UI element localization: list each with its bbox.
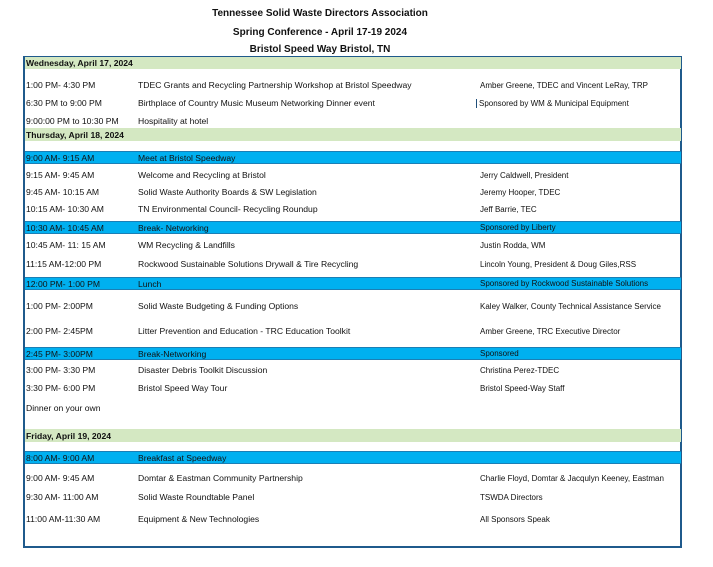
day-header (25, 429, 681, 442)
org-title: Tennessee Solid Waste Directors Association (212, 8, 428, 19)
event-cell: Rockwood Sustainable Solutions Drywall & Tire Recycling (138, 259, 359, 269)
highlight-row (25, 347, 681, 360)
time-cell: 9:45 AM- 10:15 AM (26, 187, 100, 197)
speaker-cell: All Sponsors Speak (480, 514, 550, 524)
table-row (25, 239, 681, 251)
event-cell: Disaster Debris Toolkit Discussion (138, 365, 268, 375)
event-cell: Equipment & New Technologies (138, 514, 260, 524)
table-row (25, 472, 681, 484)
event-cell: Birthplace of Country Music Museum Networking Dinner event (138, 98, 375, 108)
table-row (25, 186, 681, 198)
event-cell: TN Environmental Council- Recycling Roundup (138, 204, 318, 214)
time-cell: 2:00 PM- 2:45PM (26, 326, 93, 336)
speaker-cell: Justin Rodda, WM (480, 240, 546, 250)
time-cell: 3:00 PM- 3:30 PM (26, 365, 96, 375)
day-header (25, 57, 681, 69)
time-cell: 12:00 PM- 1:00 PM (26, 278, 101, 289)
table-row (25, 97, 681, 109)
time-cell: 3:30 PM- 6:00 PM (26, 383, 96, 393)
speaker-cell: Amber Greene, TRC Executive Director (480, 326, 621, 336)
speaker-cell: Christina Perez-TDEC (480, 365, 560, 375)
table-row (25, 79, 681, 91)
table-row (25, 258, 681, 270)
time-cell: 1:00 PM- 4:30 PM (26, 80, 96, 90)
time-cell: 8:00 AM- 9:00 AM (26, 452, 95, 463)
conference-title: Spring Conference - April 17-19 2024 (232, 27, 408, 38)
time-cell: 9:30 AM- 11:00 AM (26, 492, 99, 502)
highlight-row (25, 451, 681, 464)
time-cell: 6:30 PM to 9:00 PM (26, 98, 102, 108)
table-row (25, 169, 681, 181)
speaker-cell: Jerry Caldwell, President (480, 170, 569, 180)
event-cell: Solid Waste Roundtable Panel (138, 492, 255, 502)
highlight-row (25, 151, 681, 164)
speaker-cell: Jeff Barrie, TEC (480, 204, 537, 214)
event-cell: Litter Prevention and Education - TRC Education Toolkit (138, 326, 351, 336)
time-cell: Wednesday, April 17, 2024 (26, 58, 133, 68)
time-cell: 9:00 AM- 9:45 AM (26, 473, 95, 483)
event-cell: Breakfast at Speedway (138, 452, 227, 463)
highlight-row (25, 221, 681, 234)
speaker-cell: Lincoln Young, President & Doug Giles,RSS (480, 259, 637, 269)
highlight-row (25, 277, 681, 290)
speaker-cell: Amber Greene, TDEC and Vincent LeRay, TRP (480, 80, 648, 90)
event-cell: Break-Networking (138, 348, 207, 359)
time-cell: 10:30 AM- 10:45 AM (26, 222, 104, 233)
event-cell: Bristol Speed Way Tour (138, 383, 228, 393)
event-cell: Domtar & Eastman Community Partnership (138, 473, 303, 483)
speaker-cell: Charlie Floyd, Domtar & Jacqulyn Keeney, Eastman (480, 473, 664, 483)
event-cell: Break- Networking (138, 222, 209, 233)
table-row (25, 382, 681, 394)
time-cell: Thursday, April 18, 2024 (26, 129, 124, 140)
time-cell: 11:00 AM-11:30 AM (26, 514, 101, 524)
table-row (25, 364, 681, 376)
time-cell: Dinner on your own (26, 403, 101, 413)
speaker-cell: Sponsored (480, 349, 519, 358)
day-header (25, 128, 681, 141)
table-row (25, 325, 681, 337)
table-row (25, 402, 681, 414)
speaker-cell: TSWDA Directors (480, 492, 543, 502)
time-cell: 10:15 AM- 10:30 AM (26, 204, 104, 214)
speaker-cell: Sponsored by Rockwood Sustainable Solutions (480, 279, 649, 288)
table-row (25, 115, 681, 127)
time-cell: 9:00 AM- 9:15 AM (26, 152, 95, 163)
time-cell: 9:15 AM- 9:45 AM (26, 170, 95, 180)
time-cell: 11:15 AM-12:00 PM (26, 259, 102, 269)
speaker-cell: Bristol Speed-Way Staff (480, 383, 565, 393)
event-cell: Meet at Bristol Speedway (138, 152, 236, 163)
table-row (25, 513, 681, 525)
table-row (25, 491, 681, 503)
speaker-cell: Sponsored by Liberty (480, 223, 556, 232)
time-cell: 10:45 AM- 11: 15 AM (26, 240, 106, 250)
speaker-cell: Sponsored by WM & Municipal Equipment (476, 99, 629, 108)
table-row (25, 203, 681, 215)
event-cell: Lunch (138, 278, 162, 289)
event-cell: Welcome and Recycling at Bristol (138, 170, 266, 180)
event-cell: TDEC Grants and Recycling Partnership Workshop at Bristol Speedway (138, 80, 412, 90)
event-cell: WM Recycling & Landfills (138, 240, 235, 250)
speaker-cell: Jeremy Hooper, TDEC (480, 187, 561, 197)
time-cell: 9:00:00 PM to 10:30 PM (26, 116, 119, 126)
table-row (25, 300, 681, 312)
event-cell: Solid Waste Authority Boards & SW Legislation (138, 187, 317, 197)
event-cell: Hospitality at hotel (138, 116, 209, 126)
event-cell: Solid Waste Budgeting & Funding Options (138, 301, 299, 311)
time-cell: Friday, April 19, 2024 (26, 430, 112, 441)
venue-title: Bristol Speed Way Bristol, TN (249, 44, 391, 55)
speaker-cell: Kaley Walker, County Technical Assistance Service (480, 301, 661, 311)
time-cell: 1:00 PM- 2:00PM (26, 301, 93, 311)
time-cell: 2:45 PM- 3:00PM (26, 348, 93, 359)
